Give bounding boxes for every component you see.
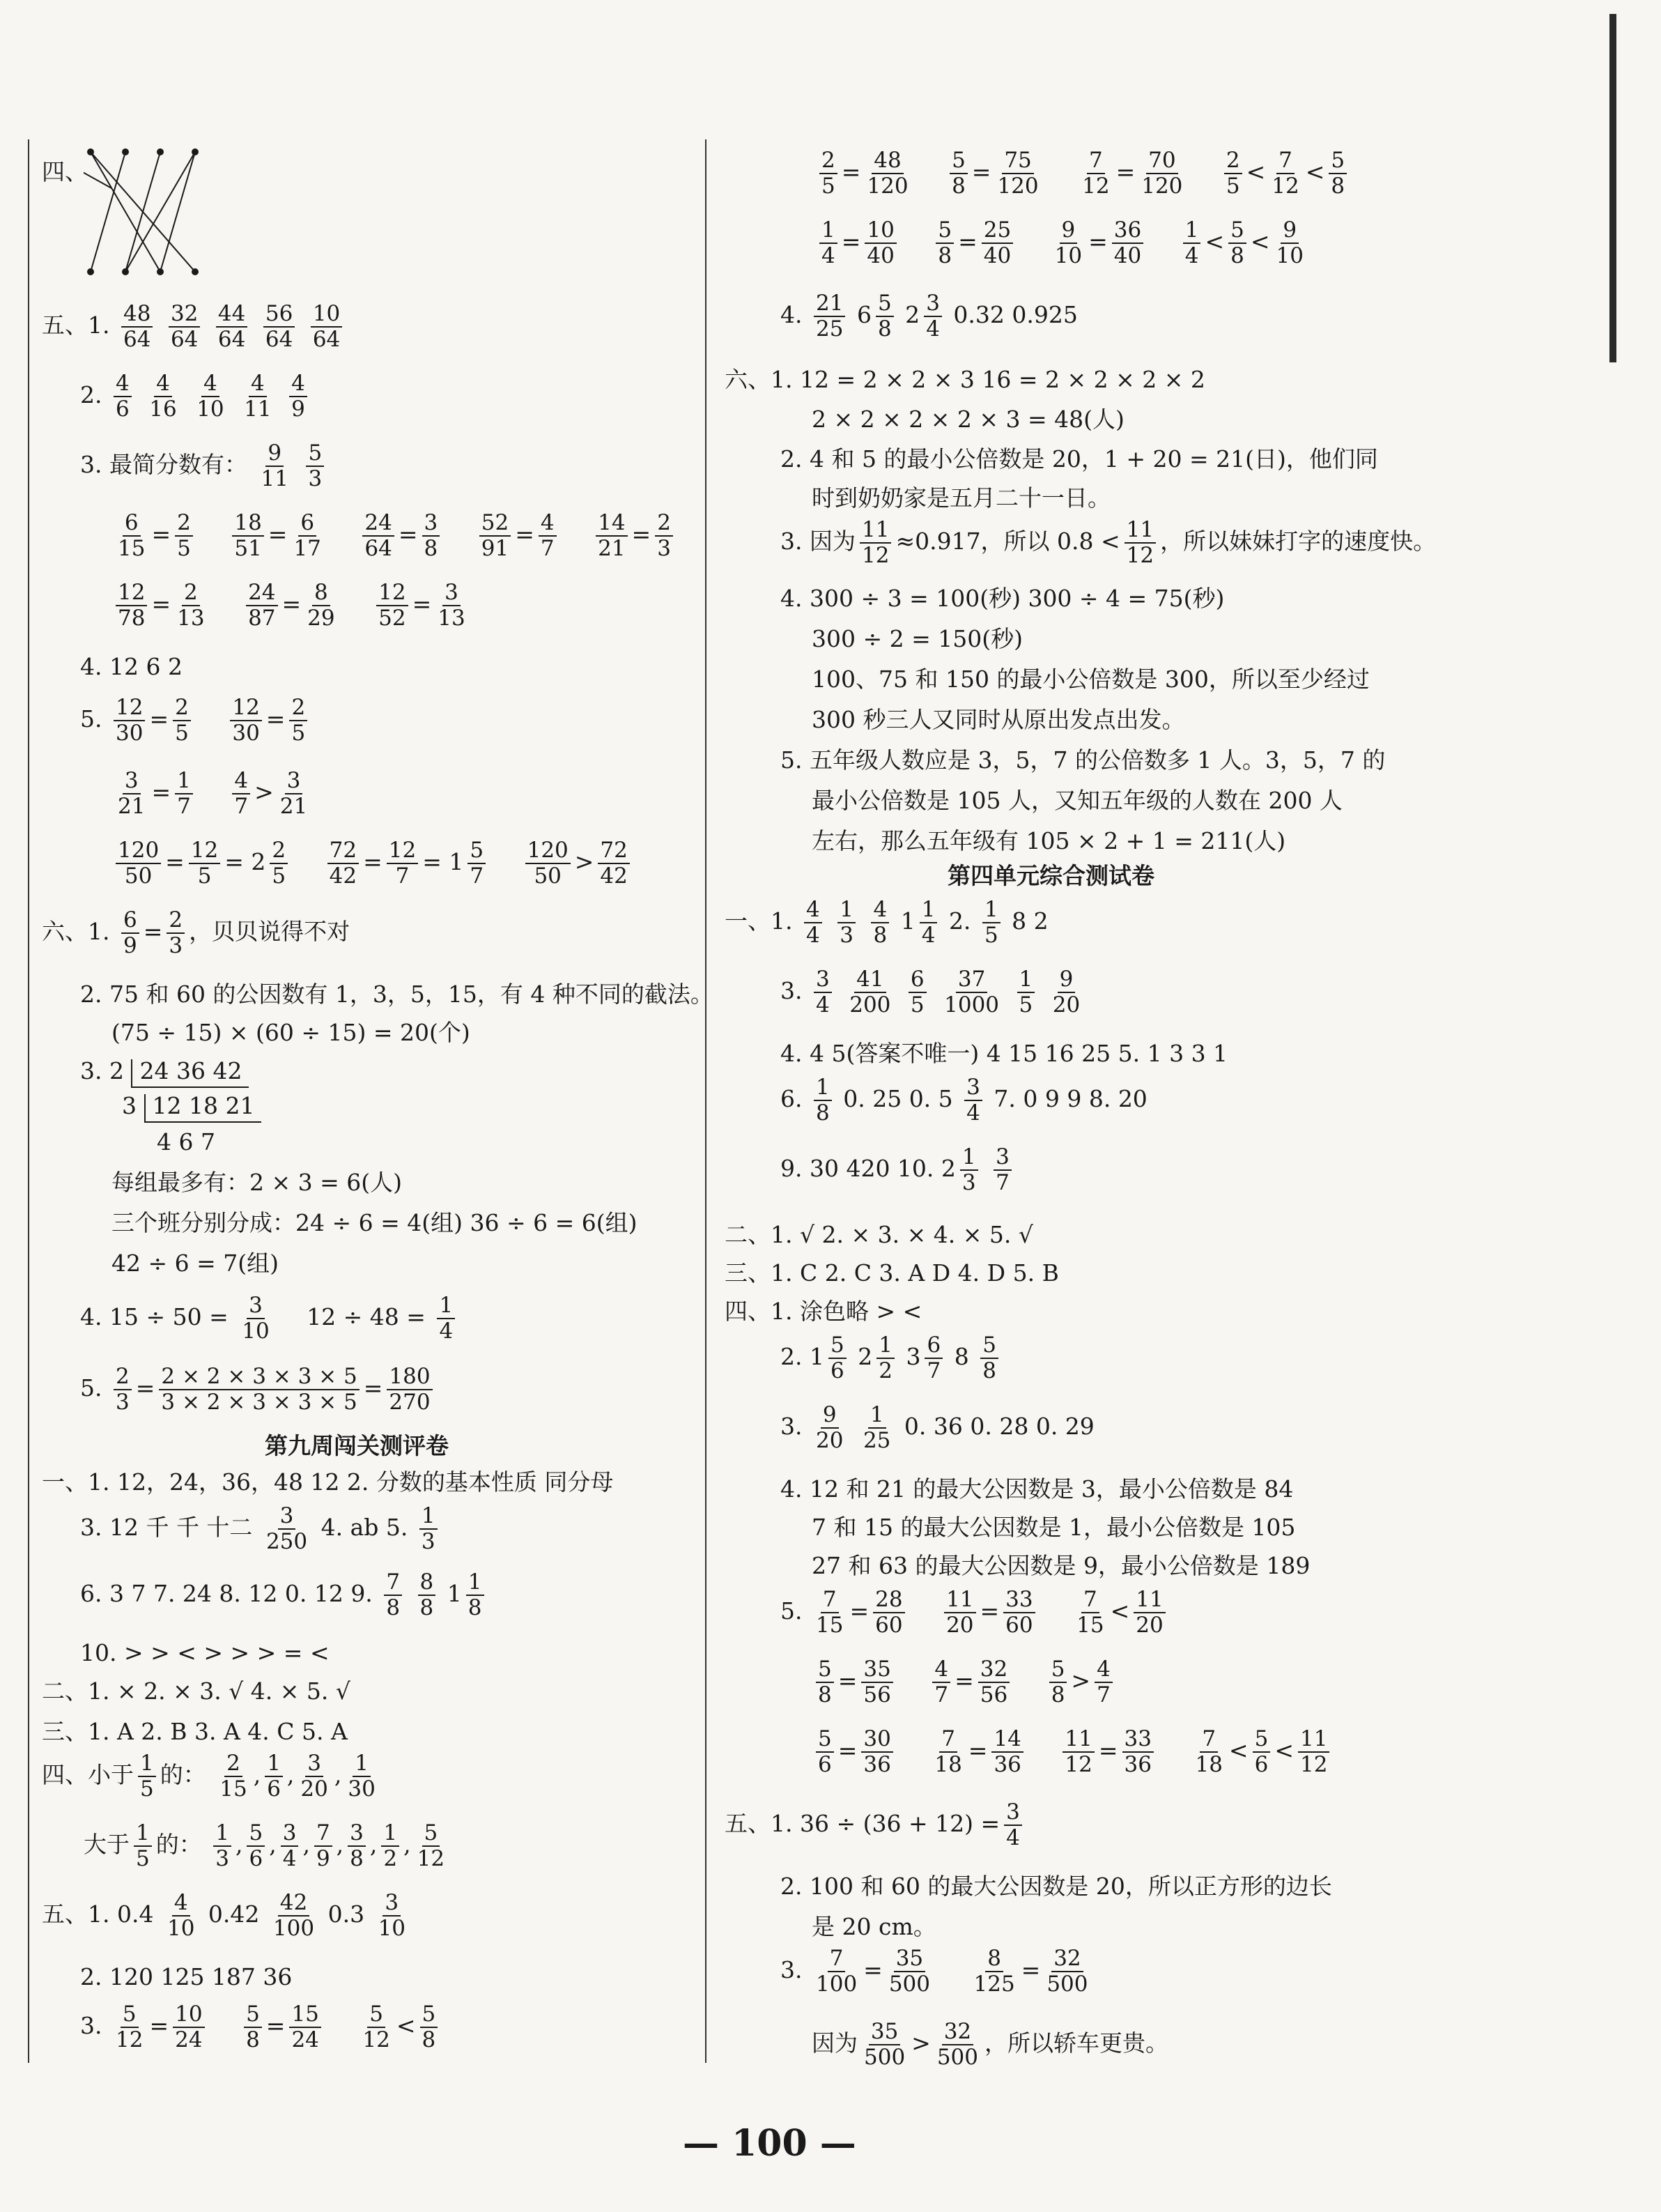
q6-3-group: 每组最多有：2 × 3 = 6(人) (111, 1169, 402, 1196)
u4-part2: 二、1. √ 2. × 3. × 4. × 5. √ (725, 1221, 1033, 1248)
q5-3: 3. 最简分数有： $\frac{9}{11}$ $\frac{5}{3}$ (80, 443, 328, 490)
u4-part5-2-b: 是 20 cm。 (812, 1913, 936, 1940)
u4-part4-4-c: 27 和 63 的最大公因数是 9，最小公倍数是 189 (812, 1552, 1311, 1579)
u4-part4-3: 3. $\frac{9}{20}$ $\frac{1}{25}$ 0. 36 0. 28 0. 29 (780, 1402, 1095, 1453)
w9-part1-6: 6. 3 7 7. 24 8. 12 0. 12 9. $\frac{7}{8}$ $\frac{8}{8}$ 1 $\frac{1}{8}$ (80, 1572, 488, 1619)
q6-3-row3: 4 6 7 (157, 1128, 215, 1155)
r-q4: 4. $\frac{21}{25}$ 6 $\frac{5}{8}$ 2 $\frac{3}{4}$ 0.32 0.925 (780, 291, 1078, 341)
w9-part5-2: 2. 120 125 187 36 (80, 1963, 293, 1990)
w9-part3: 三、1. A 2. B 3. A 4. C 5. A (42, 1718, 348, 1745)
q6-3-classes-2: 42 ÷ 6 = 7(组) (111, 1250, 279, 1277)
section-heading-week9: 第九周闯关测评卷 (265, 1432, 449, 1459)
r-q6-4-d: 300 秒三人又同时从原出发点出发。 (812, 706, 1185, 733)
w9-part5-3: 3. $\frac{5}{12}$ = $\frac{10}{24}$ $\frac{5}{8}$ = $\frac{15}{24}$ $\frac{5}{12}$ < $\frac{5}{8}$ (80, 2004, 442, 2051)
u4-part1-9: 9. 30 420 10. 2 $\frac{1}{3}$ $\frac{3}{7}$ (780, 1146, 1016, 1194)
q6-3-row1: 3. 2 24 36 42 (80, 1059, 249, 1088)
w9-part5-1: 五、1. 0.4 $\frac{4}{10}$ 0.42 $\frac{42}{100}$ 0.3 $\frac{3}{10}$ (42, 1890, 406, 1941)
q6-5: 5. $\frac{2}{3}$ = $\frac{2 \times 2 \times 3 \times 3 \times 5}{3 \times 2 \times 3 \times 3 \times 5}$ = $\frac{180}{270}$ (80, 1366, 437, 1413)
r-q6-5-c: 左右，那么五年级有 105 × 2 + 1 = 211(人) (812, 827, 1286, 854)
u4-part1-1: 一、1. $\frac{4}{4}$ $\frac{1}{3}$ $\frac{4}{8}$ 1 $\frac{1}{4}$ 2. $\frac{1}{5}$ 8 2 (725, 897, 1049, 948)
r-q6-1: 六、1. 12 = 2 × 2 × 3 16 = 2 × 2 × 2 × 2 (725, 366, 1205, 393)
scan-edge-mark (1609, 14, 1616, 362)
q5-1: 五、1. $\frac{48}{64}$ $\frac{32}{64}$ $\frac{44}{64}$ $\frac{56}{64}$ $\frac{10}{64}$ (42, 303, 346, 351)
r-q6-2-cont: 时到奶奶家是五月二十一日。 (812, 484, 1111, 512)
q5-4: 4. 12 6 2 (80, 653, 183, 680)
u4-part5-3-b: 因为 $\frac{35}{500}$ > $\frac{32}{500}$ ，所以轿车更贵。 (812, 2019, 1168, 2070)
q6-3-row2: 3 12 18 21 (122, 1094, 261, 1123)
r-q6-4-c: 100、75 和 150 的最小公倍数是 300，所以至少经过 (812, 666, 1370, 693)
q5-5-eq-2: $\frac{3}{21}$ = $\frac{1}{7}$ $\frac{4}{7}$ > $\frac{3}{21}$ (118, 768, 308, 819)
r-eq-2: $\frac{1}{4}$ = $\frac{10}{40}$ $\frac{5}{8}$ = $\frac{25}{40}$ $\frac{9}{10}$ = $\frac{36}{40}$ $\frac{1}{4}$ < $\frac{5}{8}$ < $\frac{9}{10}$ (815, 220, 1310, 267)
u4-part5-3: 3. $\frac{7}{100}$ = $\frac{35}{500}$ $\frac{8}{125}$ = $\frac{32}{500}$ (780, 1946, 1088, 1997)
q4-header: 四、 (42, 158, 88, 185)
r-eq-1: $\frac{2}{5}$ = $\frac{48}{120}$ $\frac{5}{8}$ = $\frac{75}{120}$ $\frac{7}{12}$ = $\frac{70}{120}$ $\frac{2}{5}$ < $\frac{7}{12}$ < $\frac{5}{8}$ (815, 150, 1351, 197)
u4-part1-6: 6. $\frac{1}{8}$ 0. 25 0. 5 $\frac{3}{4}$ 7. 0 9 9 8. 20 (780, 1075, 1148, 1126)
r-q6-1-calc: 2 × 2 × 2 × 2 × 3 = 48(人) (812, 406, 1125, 433)
q5-5-eq-3: $\frac{120}{50}$ = $\frac{12}{5}$ = 2 $\frac{2}{5}$ $\frac{72}{42}$ = $\frac{12}{7}$ = 1 $\frac{5}{7}$ $\frac{120}{50}$ > $\frac{72}{42}$ (111, 840, 634, 887)
u4-part1-3: 3. $\frac{3}{4}$ $\frac{41}{200}$ $\frac{6}{5}$ $\frac{37}{1000}$ $\frac{1}{5}$ $\frac{9}{20}$ (780, 967, 1081, 1017)
q5-3-eq-2: $\frac{12}{78}$ = $\frac{2}{13}$ $\frac{24}{87}$ = $\frac{8}{29}$ $\frac{12}{52}$ = $\frac{3}{13}$ (111, 582, 472, 629)
r-q6-5-b: 最小公倍数是 105 人，又知五年级的人数在 200 人 (812, 787, 1343, 814)
q5-5: 5. $\frac{12}{30}$ = $\frac{2}{5}$ $\frac{12}{30}$ = $\frac{2}{5}$ (80, 697, 311, 744)
r-q6-5: 5. 五年级人数应是 3，5，7 的公倍数多 1 人。3，5，7 的 (780, 746, 1386, 774)
u4-part5-2: 2. 100 和 60 的最大公因数是 20，所以正方形的边长 (780, 1873, 1332, 1900)
left-margin-rule (28, 139, 29, 2063)
r-q6-3: 3. 因为 $\frac{11}{12}$ ≈0.917，所以 0.8 < $\frac{11}{12}$ ，所以妹妹打字的速度快。 (780, 517, 1437, 568)
u4-part5-1: 五、1. 36 ÷ (36 + 12) = $\frac{3}{4}$ (725, 1802, 1026, 1849)
q6-2-calc: (75 ÷ 15) × (60 ÷ 15) = 20(个) (111, 1019, 470, 1046)
r-q6-4: 4. 300 ÷ 3 = 100(秒) 300 ÷ 4 = 75(秒) (780, 585, 1225, 612)
matching-lines-diagram (84, 146, 223, 279)
u4-part4-1: 四、1. 涂色略 > < (725, 1298, 922, 1325)
w9-part4-less: 四、小于 $\frac{1}{5}$ 的： $\frac{2}{15}$ , $\frac{1}{6}$ , $\frac{3}{20}$ , $\frac{1}{30}$ (42, 1751, 376, 1802)
r-q6-2: 2. 4 和 5 的最小公倍数是 20，1 + 20 = 21(日)，他们同 (780, 445, 1378, 473)
u4-part3: 三、1. C 2. C 3. A D 4. D 5. B (725, 1259, 1059, 1287)
w9-part1-1: 一、1. 12，24，36，48 12 2. 分数的基本性质 同分母 (42, 1468, 614, 1496)
q6-4: 4. 15 ÷ 50 = $\frac{3}{10}$ 12 ÷ 48 = $\frac{1}{4}$ (80, 1295, 459, 1342)
w9-part1-3: 3. 12 千 千 十二 $\frac{3}{250}$ 4. ab 5. $\frac{1}{3}$ (80, 1505, 442, 1553)
w9-part1-10: 10. > > < > > > = < (80, 1639, 330, 1666)
w9-part2: 二、1. × 2. × 3. √ 4. × 5. √ (42, 1677, 350, 1705)
u4-part4-5-c: $\frac{5}{6}$ = $\frac{30}{36}$ $\frac{7}{18}$ = $\frac{14}{36}$ $\frac{11}{12}$ = $\frac{33}{36}$ $\frac{7}{18}$ < $\frac{5}{6}$ < $\frac{11}{12}$ (812, 1728, 1334, 1776)
u4-part4-5: 5. $\frac{7}{15}$ = $\frac{28}{60}$ $\frac{11}{20}$ = $\frac{33}{60}$ $\frac{7}{15}$ < $\frac{11}{20}$ (780, 1589, 1170, 1636)
u4-part1-4: 4. 4 5(答案不唯一) 4 15 16 25 5. 1 3 3 1 (780, 1040, 1228, 1067)
u4-part4-4: 4. 12 和 21 的最大公因数是 3，最小公倍数是 84 (780, 1475, 1294, 1503)
r-q6-4-b: 300 ÷ 2 = 150(秒) (812, 625, 1023, 652)
w9-part4-greater: 大于 $\frac{1}{5}$ 的： $\frac{1}{3}$ , $\frac{5}{6}$ , $\frac{3}{4}$ , $\frac{7}{9}$ , $\frac{3}{8}$ , $\frac{1}{2}$ , $\frac{5}{12}$ (84, 1820, 445, 1871)
q6-2: 2. 75 和 60 的公因数有 1，3，5，15，有 4 种不同的截法。 (80, 981, 713, 1008)
q6-1: 六、1. $\frac{6}{9}$ = $\frac{2}{3}$ ，贝贝说得不对 (42, 907, 350, 958)
u4-part4-2: 2. 1 $\frac{5}{6}$ 2 $\frac{1}{2}$ 3 $\frac{6}{7}$ 8 $\frac{5}{8}$ (780, 1335, 1003, 1382)
u4-part4-4-b: 7 和 15 的最大公因数是 1，最小公倍数是 105 (812, 1514, 1296, 1541)
q6-3-classes: 三个班分别分成：24 ÷ 6 = 4(组) 36 ÷ 6 = 6(组) (111, 1209, 638, 1236)
u4-part4-5-b: $\frac{5}{8}$ = $\frac{35}{56}$ $\frac{4}{7}$ = $\frac{32}{56}$ $\frac{5}{8}$ > $\frac{4}{7}$ (812, 1659, 1117, 1706)
section-heading-unit4: 第四单元综合测试卷 (948, 862, 1154, 889)
q5-2: 2. $\frac{4}{6}$ $\frac{4}{16}$ $\frac{4}{10}$ $\frac{4}{11}$ $\frac{4}{9}$ (80, 373, 311, 420)
q5-3-eq-1: $\frac{6}{15}$ = $\frac{2}{5}$ $\frac{18}{51}$ = $\frac{6}{17}$ $\frac{24}{64}$ = $\frac{3}{8}$ $\frac{52}{91}$ = $\frac{4}{7}$ $\frac{14}{21}$ = $\frac{2}{3}$ (111, 512, 677, 560)
page-number: — 100 — (683, 2122, 856, 2165)
column-divider (705, 139, 706, 2063)
